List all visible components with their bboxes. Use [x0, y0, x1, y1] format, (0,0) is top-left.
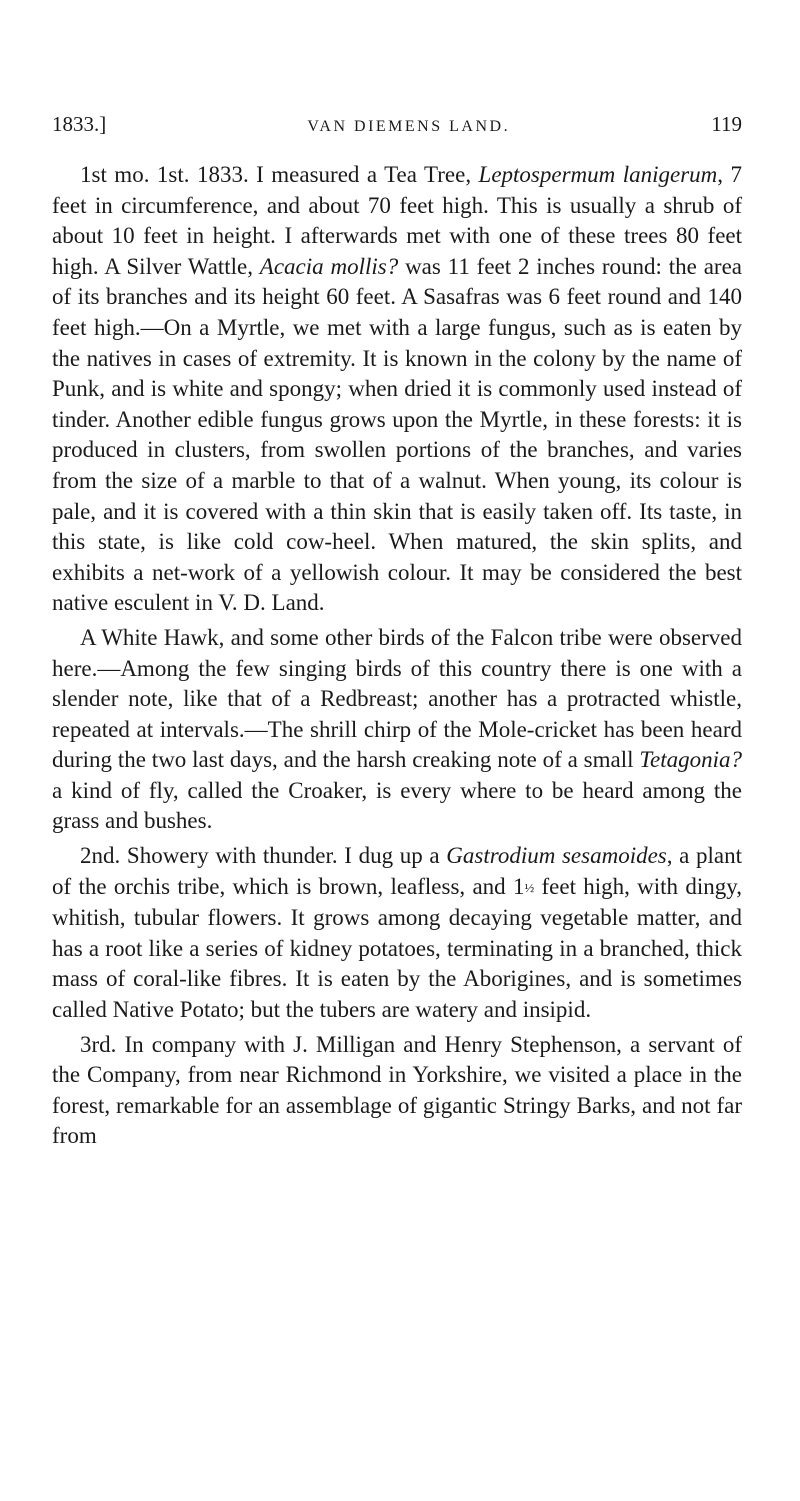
- running-head: [52, 112, 742, 146]
- paragraph-3rd: [52, 1030, 742, 1152]
- italic-term: Acacia mollis?: [259, 253, 399, 279]
- italic-term: Gastrodium sesamoides: [446, 843, 667, 869]
- text-run: 1st mo. 1st. 1833. I measured a Tea Tree,: [80, 162, 479, 187]
- italic-term: Leptospermum lanigerum: [478, 162, 718, 187]
- text-run: A White Hawk, and some other birds of the Falcon tribe were observed here.—Among the few singing birds of this country there is one with a slender note, like that of a Redbreast; another has a protracted whistle, repeated at intervals.—The shrill chirp of the Mole-cricket has been heard during the two last days, and the harsh creaking note of a small: [52, 624, 742, 773]
- body-text: [52, 160, 742, 1152]
- paragraph-jan-1: [52, 160, 742, 619]
- text-run: , 7 feet in circumference, and about 70 feet high. This is usually a shrub of about 10 feet in height. I afterwards met with one of these trees 80 feet high. A Silver Wattle,: [52, 162, 742, 279]
- text-run: 3rd. In company with J. Milligan and Henry Stephenson, a servant of the Company, from near Richmond in Yorkshire, we visited a place in the forest, remarkable for an assemblage of gigantic Stringy Barks, and not far from: [52, 1031, 742, 1149]
- header-title: VAN DIEMENS LAND.: [307, 118, 511, 135]
- page-number: 119: [711, 112, 742, 136]
- text-run: a kind of fly, called the Croaker, is every where to be heard among the grass and bushes.: [52, 777, 742, 834]
- italic-term: Tetagonia?: [639, 747, 742, 773]
- header-year: 1833.]: [52, 112, 107, 136]
- paragraph-2nd: [52, 841, 742, 1026]
- text-run: feet high, with dingy, whitish, tubular flowers. It grows among decaying vegetable matter, and has a root like a series of kidney potatoes, terminating in a branched, thick mass of coral-like fibres. It is eaten by the Aborigines, and is sometimes called Native Potato; but the tubers are watery and insipid.: [52, 873, 742, 1023]
- text-run: , a plant of the orchis tribe, which is brown, leafless, and 1: [52, 843, 743, 899]
- fraction: ½: [524, 879, 535, 895]
- text-run: was 11 feet 2 inches round: the area of its branches and its height 60 feet. A Sasafras was 6 feet round and 140 feet high.—On a Myrtle, we met with a large fungus, such as is eaten by the natives in cases of extremity. It is known in the colony by the name of Punk, and is white and spongy; when dried it is commonly used instead of tinder. Another edible fungus grows upon the Myrtle, in these forests: it is produced in clusters, from swollen portions of the branches, and varies from the size of a marble to that of a walnut. When young, its colour is pale, and it is covered with a thin skin that is easily taken off. Its taste, in this state, is like cold cow-heel. When matured, the skin splits, and exhibits a net-work of a yellowish colour. It may be considered the best native esculent in V. D. Land.: [52, 253, 742, 616]
- book-page: [52, 112, 742, 1152]
- paragraph-birds: [52, 623, 742, 837]
- text-run: 2nd. Showery with thunder. I dug up a: [80, 843, 447, 869]
